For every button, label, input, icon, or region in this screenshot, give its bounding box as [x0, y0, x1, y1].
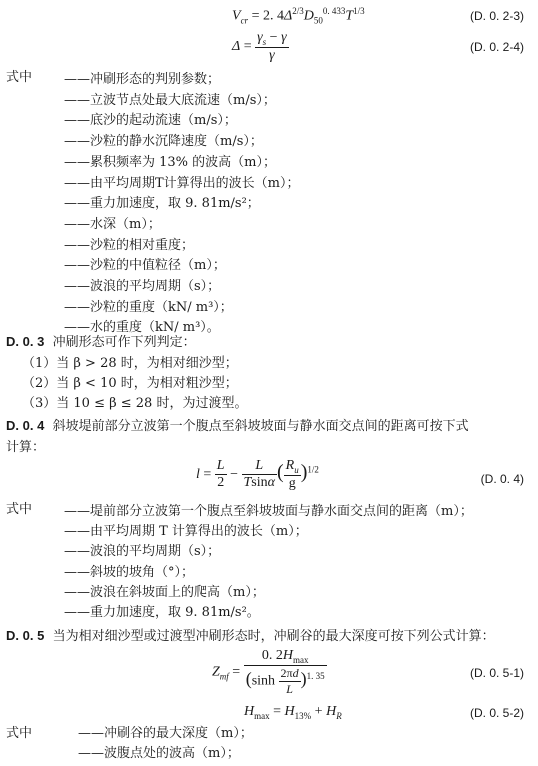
definition-text: ——由平均周期T计算得出的波长（m）； [64, 175, 300, 191]
definition-text: ——沙粒的中值粒径（m）； [64, 258, 226, 274]
clause-d-0-3 [6, 334, 196, 351]
list-item: （1）当 β > 28 时，为相对细沙型； [22, 356, 238, 371]
equation-d-0-5-2: $H_{max} = H_{13\%} + H_R$ [244, 704, 342, 721]
definition-text: ——重力加速度，取 9. 81m/s²。 [64, 605, 260, 620]
definition-text: ——沙粒的重度（kN/ m³）； [64, 299, 233, 315]
equation-d-0-2-3: $V_{cr} = 2$. $4\Delta^{2/3}D_{50}^{0. 433}T^{1/3}$ [232, 6, 365, 26]
definition-text: ——斜坡的坡角（°）； [64, 564, 195, 580]
definition-text: ——水深（m）； [64, 216, 161, 232]
clause-text: 冲刷形态可作下列判定： [52, 335, 196, 350]
equation-number: (D. 0. 4) [480, 472, 524, 486]
definition-text: ——由平均周期 T 计算得出的波长（m）； [64, 524, 308, 540]
equation-d-0-2-4: Δ = $\frac{\gamma_s - \gamma}{\gamma}$ [232, 30, 287, 63]
definition-text: ——沙粒的相对重度； [64, 237, 195, 253]
definition-text: ——底沙的起动流速（m/s）； [64, 113, 237, 129]
clause-text-cont: 计算： [6, 440, 46, 455]
definition-text: ——波腹点处的波高（m）； [78, 746, 240, 761]
defs-intro: 式中 [6, 70, 33, 85]
clause-text: 当为相对细沙型或过渡型冲刷形态时，冲刷谷的最大深度可按下列公式计算： [52, 629, 495, 644]
list-item: （3）当 10 ≤ β ≤ 28 时，为过渡型。 [22, 396, 248, 411]
equation-d-0-4: l = $\frac{L}{2}$ − $\frac{L}{Tsin\alpha}$ ( $\frac{R_u}{g}$ )$^{1/2}$ [196, 458, 319, 491]
equation-number: (D. 0. 2-3) [469, 9, 524, 23]
definition-text: ——重力加速度，取 9. 81m/s²； [64, 196, 260, 212]
clause-number: D. 0. 3 [6, 334, 45, 349]
equation-d-0-5-1: $Z_{mf}$ = 0. $2H_{max}$ (sinh $\frac{2\pi d}{L}$ )$^{1. 35}$ [212, 648, 325, 696]
definition-text: ——冲刷谷的最大深度（m）； [78, 726, 253, 741]
clause-d-0-4 [6, 418, 469, 435]
definition-text: ——沙粒的静水沉降速度（m/s）； [64, 134, 263, 150]
definition-text: ——波浪的平均周期（s）； [64, 279, 221, 294]
defs-intro: 式中 [6, 726, 33, 741]
clause-text: 斜坡堤前部分立波第一个腹点至斜坡坡面与静水面交点间的距离可按下式 [52, 419, 469, 434]
definition-text: ——水的重度（kN/ m³）。 [64, 320, 220, 336]
equation-number: (D. 0. 5-2) [469, 706, 524, 720]
definition-text: ——冲刷形态的判别参数； [64, 72, 221, 87]
clause-number: D. 0. 5 [6, 628, 45, 643]
definition-text: ——波浪的平均周期（s）； [64, 544, 221, 560]
equation-number: (D. 0. 2-4) [469, 40, 524, 54]
definition-text: ——立波节点处最大底流速（m/s）； [64, 92, 276, 108]
definition-text: ——堤前部分立波第一个腹点至斜坡坡面与静水面交点间的距离（m）； [64, 504, 473, 519]
definition-text: ——累积频率为 13% 的波高（m）； [64, 154, 276, 170]
definition-text: ——波浪在斜坡面上的爬高（m）； [64, 584, 265, 600]
equation-number: (D. 0. 5-1) [469, 666, 524, 680]
clause-number: D. 0. 4 [6, 418, 45, 433]
list-item: （2）当 β < 10 时，为相对粗沙型； [22, 376, 238, 391]
defs-intro: 式中 [6, 502, 33, 517]
clause-d-0-5 [6, 628, 495, 645]
